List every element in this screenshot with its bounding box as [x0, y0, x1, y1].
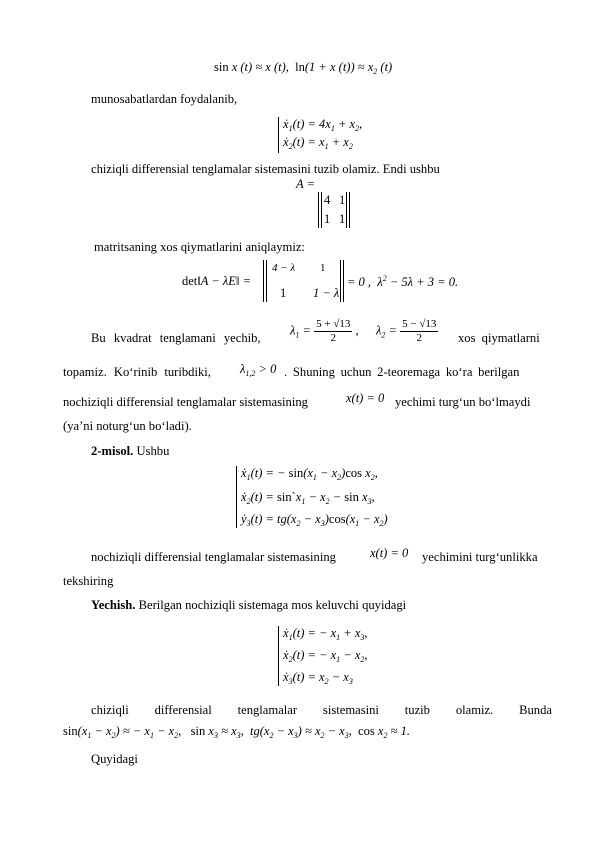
p5-c: tekshiring	[63, 574, 114, 588]
p4-line3-a: nochiziqli differensial tenglamalar sistemasining	[63, 395, 308, 409]
det-bar-left-1	[263, 260, 264, 302]
paragraph-2: chiziqli differensial tenglamalar sistemasini tuzib olamiz. Endi ushbu	[91, 162, 440, 176]
det-m21: 1	[280, 286, 287, 300]
matrix-a-r2c1: 1	[324, 212, 331, 226]
p5-b: yechimini turg‘unlikka	[422, 550, 538, 564]
det-bar-left-2	[266, 260, 267, 302]
matrix-a-bar-left-1	[318, 192, 319, 228]
p4-line3-math: x(t) = 0	[346, 391, 385, 405]
example-2-label: 2-misol.	[91, 444, 134, 458]
det-m22: 1 − λ	[313, 286, 340, 300]
solution-heading: Yechish. Berilgan nochiziqli sistemaga mos keluvchi quyidagi	[91, 598, 407, 612]
p4-line2-a: topamiz. Ko‘rinib turibdiki,	[63, 365, 211, 379]
matrix-a-label: A =	[296, 177, 315, 191]
system-2-row-3: ẏ$_3$(t) = $tg(x_2 - x_3)\cos(x_1 - x_2)$	[241, 512, 388, 528]
system-1-row-1: ẋ$_1$(t) = $4x_1 + x_2$,	[283, 117, 363, 133]
system-3-brace	[278, 626, 279, 686]
system-3-row-1: ẋ$_1$(t) = − $x_1 + x_3$,	[283, 626, 368, 642]
system-1-row-2: ẋ$_2$(t) = $x_1 + x_2$	[283, 135, 353, 151]
solution-label: Yechish.	[91, 598, 136, 612]
system-2-brace	[236, 466, 237, 528]
p4-line1-b: xos qiymatlarni	[458, 331, 540, 345]
det-bar-right-1	[340, 260, 341, 302]
system-3-row-3: ẋ$_3$(t) = $x_2 - x_3$	[283, 670, 353, 686]
p4-line3-b: yechimi turg‘un bo‘lmaydi	[395, 395, 531, 409]
matrix-a-r1c2: 1	[339, 193, 346, 207]
p4-line4: (ya’ni noturg‘un bo‘ladi).	[63, 419, 192, 433]
p5-math: x(t) = 0	[370, 546, 409, 560]
lambda2-expr: $\lambda_2$ = $\frac{5 - √13}{2}$	[376, 318, 437, 344]
p4-line1-a: Bu kvadrat tenglamani yechib,	[91, 331, 261, 345]
det-equation-right: = 0 , $\lambda^2 - 5\lambda + 3 = 0$.	[347, 274, 459, 290]
p4-line2-b: . Shuning uchun 2-teoremaga ko‘ra berilgan	[284, 365, 520, 379]
det-m12: 1	[320, 262, 326, 274]
matrix-a-bar-left-2	[321, 192, 322, 228]
p6-line2: $\sin(x_1 - x_2)$ ≈ − $x_1 - x_2$, $\sin x_3 \approx x_3$, $tg(x_2 - x_3) \approx x_2 - x_3$, $\cos x_2 \approx 1$.	[63, 724, 410, 740]
matrix-a-r1c1: 4	[324, 193, 331, 207]
lambda1-expr: $\lambda_1$ = $\frac{5 + √13}{2}$ ,	[290, 318, 359, 344]
paragraph-7: Quyidagi	[91, 752, 138, 766]
det-m11: 4 − λ	[272, 262, 296, 274]
p4-line2-math: $\lambda_{1,2} > 0$	[240, 362, 277, 378]
det-bar-right-2	[343, 260, 344, 302]
system-3-row-2: ẋ$_2$(t) = − $x_1 - x_2$,	[283, 648, 368, 664]
paragraph-1: munosabatlardan foydalanib,	[91, 92, 238, 106]
p6-line1: chiziqli differensial tenglamalar sistemasini tuzib olamiz. Bunda	[91, 703, 552, 717]
matrix-a-r2c2: 1	[339, 212, 346, 226]
system-1-brace	[278, 117, 279, 153]
example-2-heading: 2-misol. Ushbu	[91, 444, 170, 458]
det-equation-left: det‖A − λE‖ =	[182, 274, 252, 288]
matrix-a-bar-right-1	[346, 192, 347, 228]
matrix-a-bar-right-2	[349, 192, 350, 228]
system-2-row-1: ẋ$_1$(t) = − $\sin(x_1 - x_2)\cos$ $x_2$,	[241, 466, 378, 482]
equation-top: sin x (t) ≈ x (t), ln(1 + x $(t)) \approx x_2$ (t)	[214, 60, 393, 76]
system-2-row-2: ẋ$_2$(t) = $\sin`x_1 - x_2 - \sin x_3$,	[241, 490, 375, 506]
p5-a: nochiziqli differensial tenglamalar sistemasining	[91, 550, 336, 564]
paragraph-3: matritsaning xos qiymatlarini aniqlaymiz:	[94, 240, 305, 254]
